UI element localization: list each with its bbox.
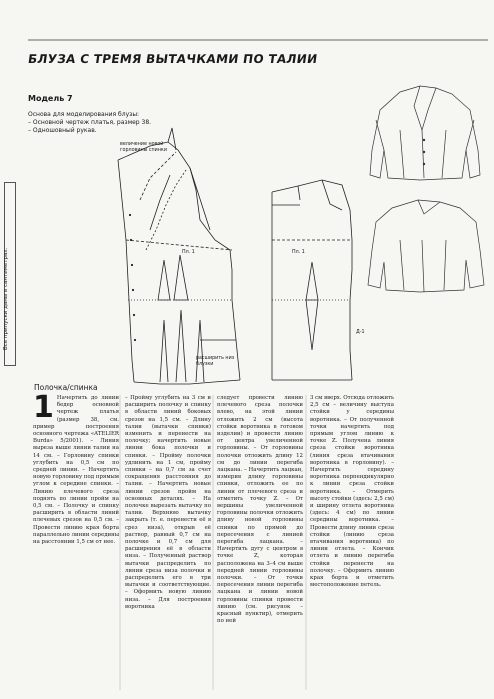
back-pattern-drawing: [272, 180, 352, 380]
column-text: 3 см вверх. Отсюда отложить 2,5 см – величину выступа стойки у середины воротника. – От полученной точки начертить под прямым углом линию к точке Z. Получена линия среза стойки воротника (линия среза втачивания воротника в горловину). – Начертить середину воротника перпендикулярно к линии среза стойки воротника. – Отмерить высоту стойки (здесь: 2,5 см) и ширину отлета воротника (здесь: 4 см) по линии середины воротника. – Провести длину линии среза стойки (линию среза втачивания воротника) по линии отлета. – Кончик отлета и линию перегиба стойки перенести на полочку. – Оформить линию края борта и отметить местоположение петель.: [310, 395, 394, 589]
section-title: Полочка/спинка: [34, 383, 98, 392]
label-new-neckline: величение новой горловины спинки: [120, 142, 167, 153]
label-front-pleat: Пл. 1: [182, 250, 195, 255]
side-note: Все припуски даны в сантиметрах.: [3, 247, 9, 350]
blouse-sketch-front: [370, 86, 480, 180]
model-number: Модель 7: [28, 94, 73, 103]
drop-cap: 1: [33, 390, 54, 425]
page-title: БЛУЗА С ТРЕМЯ ВЫТАЧКАМИ ПО ТАЛИИ: [27, 52, 319, 66]
label-hem-extension: расширить низ блузки: [196, 356, 235, 367]
basis-item: – Основной чертеж платья, размер 38.: [28, 119, 152, 126]
column-text: – Пройму углубить на 3 см и расширить полочку и спинку в области линий боковых срезов на 1,5 см. – Длину талии (вытачки спинки) изменить и перенести на полочку; начертить новые линии бока полочки и спинки. – Пройму полочки удлинить на 1 см, пройму спинки – на 0,7 см за счет сокращения расстояния до талии. – Начертить новые линии срезов пройм на основных деталях. – На полочке вырезать вытачку по талии. Верхнюю вытачку закрыть (т. е. перенести её в срез низа), открыв её раствор, равный 0,7 см на полочке и 0,7 см для расширения её в области низа. – Полученный раствор вытачки распределить по линии среза низа полочки и распределить его в три вытачки и соответствующие. – Оформить новую линию низа. – Для построения воротника: [125, 395, 211, 610]
basis-item: – Одношовный рукав.: [28, 127, 97, 134]
text-column-2: [125, 395, 211, 611]
front-pattern-drawing: [118, 128, 240, 384]
blouse-sketch-back: [368, 200, 484, 292]
label-dart: Д-1: [356, 330, 365, 335]
basis-heading: Основа для моделирования блузы:: [28, 111, 140, 118]
label-back-pleat: Пл. 1: [292, 250, 305, 255]
column-text: Начертить до линии бедер основной чертеж платья (размер 38, см. пример построения основного чертежа «ATELIER Burda» 5/2001). – Линия выреза выше линии талии на 14 см. – Горловину спинки углубить на 0,5 см по средней линии. – Начертить новую горловину под прямым углом к середине спинки. – Линию плечевого среза поднять по линии пройм на 0,5 см. – Полочку и спинку расширить в области линий плечевых срезов на 0,5 см. – Провести линию края борта параллельно линии середины на расстоянии 1,5 см от нее.: [33, 395, 119, 546]
basis-info: [28, 111, 208, 135]
text-column-3: [217, 395, 303, 626]
text-column-1: [33, 390, 119, 546]
text-column-4: [310, 395, 394, 589]
column-text: следует провести линию плечевого среза полочки влево, на этой линии отложить 2 см (высота стойки воротника в готовом изделии) и провести линию от центра увеличенной горловины. – От горловины полочки отложить длину 12 см до линии перегиба лацкана. – Начертить лацкан, измерив длину горловины спинки, отложить ее по линии от плечевого среза и отметить точку Z. – От вершины увеличенной горловины полочки отложить длину новой горловины спинки по прямой до пересечения с линией перегиба лацкана. – Начертить дугу с центром в точке Z, которая расположена на 3–4 см выше передней линии горловины полочки. – От точки пересечения линии перегиба лацкана и линии новой горловины спинки провести линию (см. рисунок – красный пунктир), отмерить по ней: [217, 395, 303, 625]
